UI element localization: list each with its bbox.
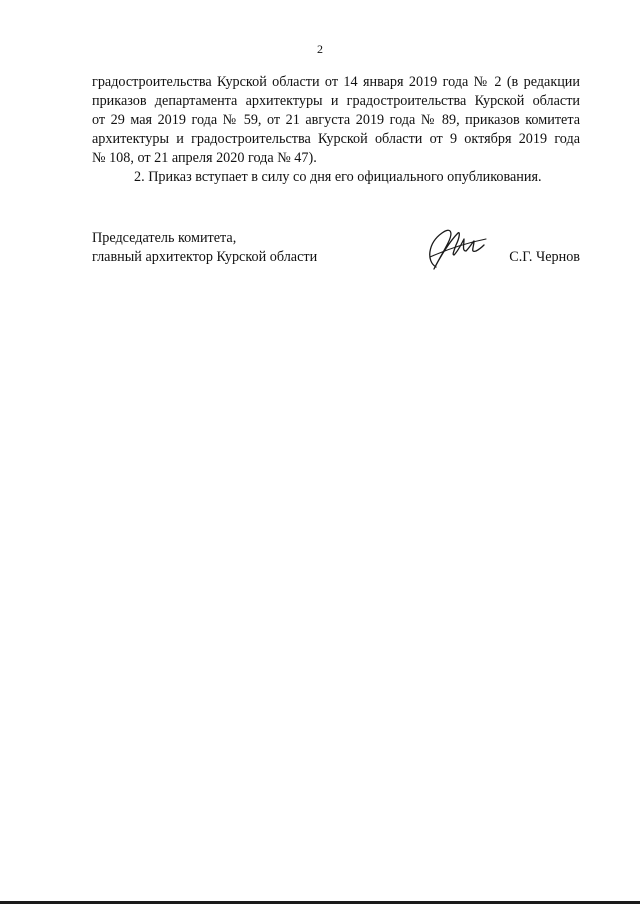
- paragraph-line: архитектуры и градостроительства Курской области от 9 октября 2019 года: [92, 131, 580, 147]
- paragraph-2: 2. Приказ вступает в силу со дня его официального опубликования.: [134, 169, 542, 185]
- handwritten-signature-icon: [418, 221, 490, 277]
- page-number: 2: [317, 42, 323, 56]
- paragraph-line: от 29 мая 2019 года № 59, от 21 августа 2019 года № 89, приказов комитета: [92, 112, 580, 128]
- signature-block: [92, 229, 580, 289]
- paragraph-line: приказов департамента архитектуры и градостроительства Курской области: [92, 93, 580, 109]
- signer-name: С.Г. Чернов: [509, 249, 580, 265]
- paragraph-line: градостроительства Курской области от 14 января 2019 года № 2 (в редакции: [92, 74, 580, 90]
- paragraph-line: № 108, от 21 апреля 2020 года № 47).: [92, 150, 317, 166]
- signer-title: [92, 229, 317, 267]
- signer-title-line-1: Председатель комитета,: [92, 230, 237, 246]
- document-body: [92, 73, 580, 187]
- signer-title-line-2: главный архитектор Курской области: [92, 249, 318, 265]
